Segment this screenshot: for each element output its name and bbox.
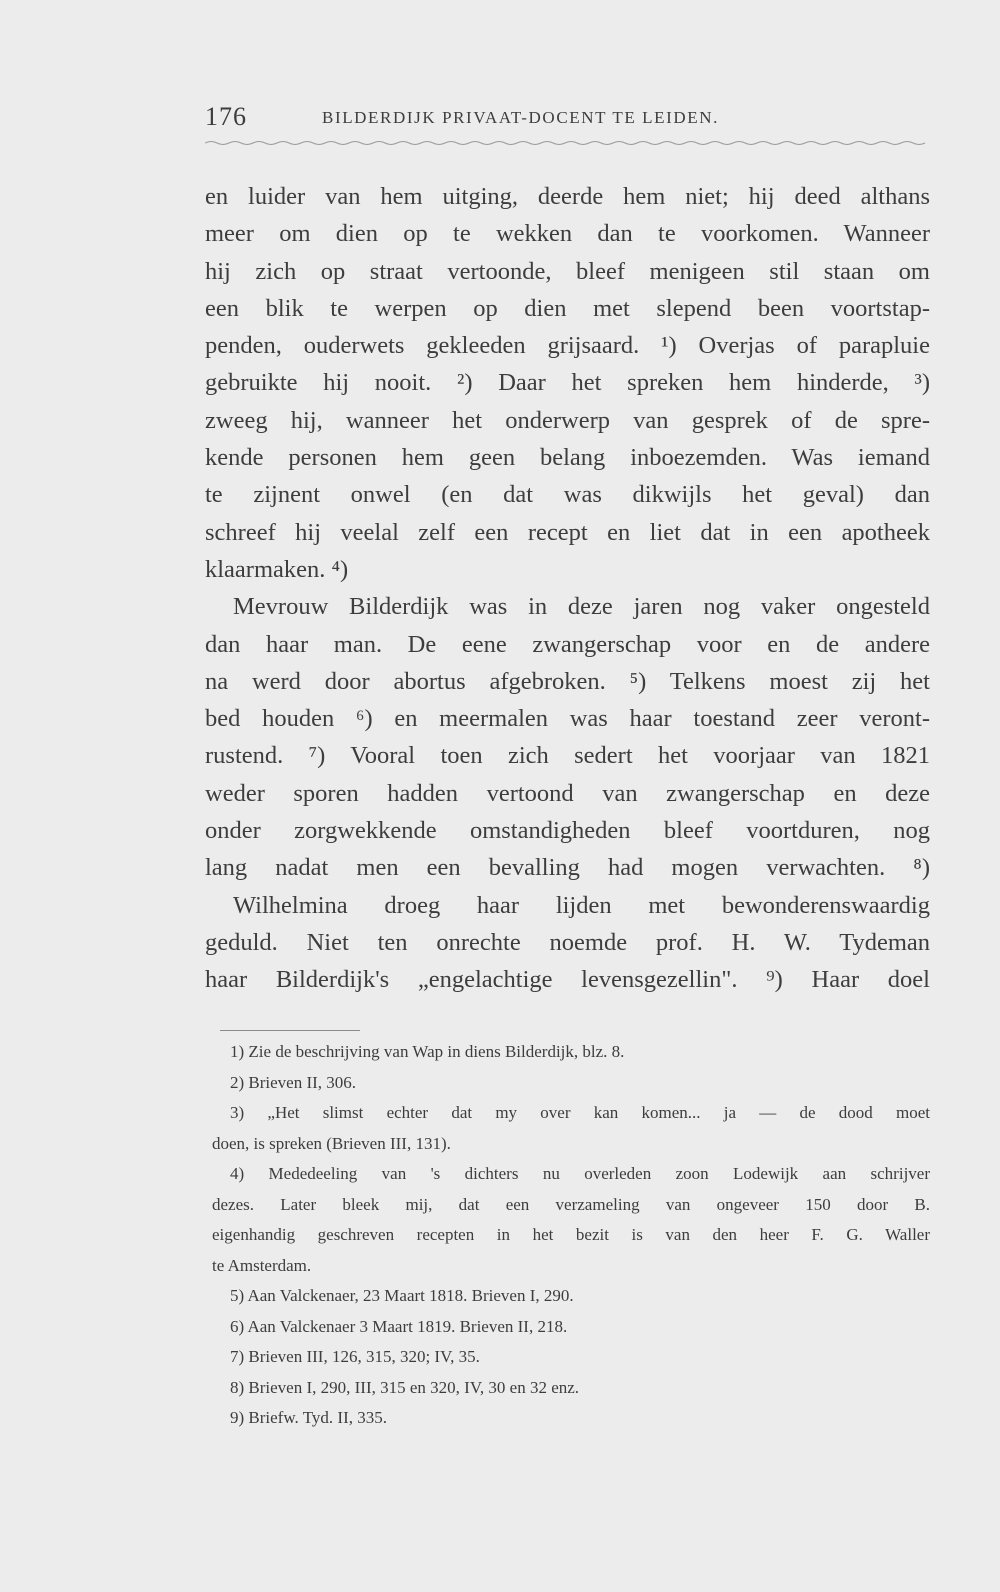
footnote-continuation: dezes. Later bleek mij, dat een verzameling van ongeveer 150 door B.: [212, 1194, 930, 1214]
body-line: bed houden ⁶) en meermalen was haar toestand zeer veront-: [205, 705, 930, 733]
body-line: geduld. Niet ten onrechte noemde prof. H. W. Tydeman: [205, 928, 930, 956]
body-line: na werd door abortus afgebroken. ⁵) Telkens moest zij het: [205, 667, 930, 695]
body-line: dan haar man. De eene zwangerschap voor en de andere: [205, 630, 930, 658]
body-line: zweeg hij, wanneer het onderwerp van gesprek of de spre-: [205, 406, 930, 434]
footnote: 5) Aan Valckenaer, 23 Maart 1818. Brieven I, 290.: [230, 1286, 574, 1305]
body-line: penden, ouderwets gekleeden grijsaard. ¹) Overjas of parapluie: [205, 332, 930, 360]
body-line: meer om dien op te wekken dan te voorkomen. Wanneer: [205, 220, 930, 248]
footnote: 6) Aan Valckenaer 3 Maart 1819. Brieven II, 218.: [230, 1316, 568, 1336]
body-line: weder sporen hadden vertoond van zwangerschap en deze: [205, 779, 930, 807]
body-line: gebruikte hij nooit. ²) Daar het spreken hem hinderde, ³): [205, 369, 930, 397]
body-line: onder zorgwekkende omstandigheden bleef voortduren, nog: [205, 817, 930, 845]
footnote-rule: [220, 1030, 360, 1031]
body-line: hij zich op straat vertoonde, bleef menigeen stil staan om: [205, 257, 930, 285]
footnote-continuation: eigenhandig geschreven recepten in het bezit is van den heer F. G. Waller: [212, 1225, 930, 1244]
running-head: [205, 100, 930, 140]
body-line: haar Bilderdijk's „engelachtige levensgezellin". ⁹) Haar doel: [205, 966, 930, 994]
body-line: Wilhelmina droeg haar lijden met bewonderenswaardig: [233, 891, 930, 919]
header-rule: [205, 140, 930, 146]
running-title: BILDERDIJK PRIVAAT-DOCENT TE LEIDEN.: [322, 108, 719, 127]
body-line: rustend. ⁷) Vooral toen zich sedert het voorjaar van 1821: [205, 742, 930, 770]
footnote-continuation: doen, is spreken (Brieven III, 131).: [212, 1133, 451, 1153]
body-line: schreef hij veelal zelf een recept en liet dat in een apotheek: [205, 518, 930, 546]
footnote: 9) Briefw. Tyd. II, 335.: [230, 1408, 387, 1427]
footnote: 3) „Het slimst echter dat my over kan komen... ja — de dood moet: [230, 1103, 930, 1122]
body-line: klaarmaken. ⁴): [205, 555, 349, 583]
body-line: een blik te werpen op dien met slepend been voortstap-: [205, 294, 930, 322]
footnote: 4) Mededeeling van 's dichters nu overleden zoon Lodewijk aan schrijver: [230, 1164, 930, 1183]
footnote: 1) Zie de beschrijving van Wap in diens Bilderdijk, blz. 8.: [230, 1042, 625, 1061]
footnote-continuation: te Amsterdam.: [212, 1255, 312, 1275]
body-line: kende personen hem geen belang inboezemden. Was iemand: [205, 444, 930, 472]
body-line: en luider van hem uitging, deerde hem niet; hij deed althans: [205, 183, 930, 210]
page-number: 176: [205, 102, 247, 131]
footnote: 2) Brieven II, 306.: [230, 1072, 357, 1092]
footnotes: [212, 1037, 930, 1434]
footnote: 7) Brieven III, 126, 315, 320; IV, 35.: [230, 1347, 480, 1366]
body-line: te zijnent onwel (en dat was dikwijls het geval) dan: [205, 481, 930, 509]
body-line: lang nadat men een bevalling had mogen verwachten. ⁸): [205, 854, 930, 882]
body-text: [205, 178, 930, 999]
body-line: Mevrouw Bilderdijk was in deze jaren nog vaker ongesteld: [233, 593, 930, 621]
footnote: 8) Brieven I, 290, III, 315 en 320, IV, 30 en 32 enz.: [230, 1377, 580, 1397]
